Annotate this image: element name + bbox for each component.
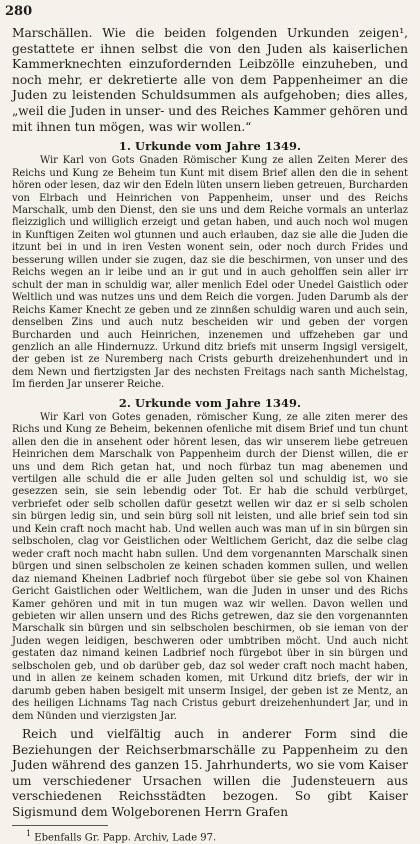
intro-section bbox=[12, 26, 408, 135]
footnote-divider bbox=[12, 825, 108, 826]
footnote-marker: 1 bbox=[26, 828, 32, 838]
footnote-text: Ebenfalls Gr. Papp. Archiv, Lade 97. bbox=[34, 831, 217, 843]
page-number: 280 bbox=[5, 4, 33, 19]
footnote bbox=[12, 827, 408, 844]
document-2-text: Wir Karl von Gotes genaden, römischer Kung, ze alle ziten merer des Richs und Kung ze Beheim, bekennen ofenliche mit disem Brief und tun chunt allen den die in ansehent oder hörent lesen, das wir unserem liebe getreuen Heinrichen dem Marschalk von Pappenheim durch der Dienst willen, die er uns und dem Rich getan hat, und noch fürbaz tun mag abenemen und vertilgen alle schuld die er alle Juden gelten sol und schuldig ist, wo sie gesezzen sein, sie sein lebendig oder Tot. Er hab die schuld verbürget, verbriefet oder selb schollen dafür gesetzt wellen wir daz er si selb scholen sin bürgen ledig sin, und sein bürg soll nit leisten, und alle brief sein tod sin und Kein craft noch macht hab. Und wellen auch was man uf in sin bürgen sin selbscholen, clag vor Geistlichen oder Weltlichem Gericht, daz die selbe clag weder craft noch macht habn sullen. Und dem vorgenannten Marschalk sinen bürgen und sinen selbscholen ze keinen schaden kommen sullen, und wellen daz niemand Kheinen Ladbrief noch fürgebot über sie gebe sol von Khainen Gericht Gaistlichen oder Weltlichem, wan die Juden in unser und des Richs Kamer gehören und mit in tun mugen waz wir wellen. Davon wellen und gebieten wir allen unsern und des Richs getrewen, daz sie den vorgenannten Marschalk sin bürgen und sin selbscholen beschirmen, ob sie ieman von der Juden wegen leidigen, beschweren oder umbtriben möcht. Und auch nicht gestaten daz nimand keinen Ladbrief noch fürgebot über in sin bürgen und selbscholen geb, und ob darüber geb, daz sol weder craft noch macht haben, und in allen ze keinem schaden komen, mit Urkund ditz briefs, der wir in darumb geben haben besigelt mit unserm Insigel, der geben ist ze Mentz, an des heiligen Lichnams Tag nach Cristus geburt dreizehenhundert Jar, und in dem Nünden und vierzigsten Jar. bbox=[12, 411, 408, 722]
closing-paragraph: Reich und vielfältig auch in anderer Form sind die Beziehungen der Reichserbmarschälle zu Pappenheim zu den Juden während des ganzen 15. Jahrhunderts, wo sie vom Kaiser um verschiedener Ursachen willen die Judensteuern aus verschiedenen Reichsstädten bezogen. So gibt Kaiser Sigismund dem Wolgeborenen Herrn Grafen bbox=[12, 727, 408, 820]
document-2-heading: 2. Urkunde vom Jahre 1349. bbox=[118, 395, 302, 410]
document-2 bbox=[12, 412, 408, 723]
document-1 bbox=[12, 155, 408, 392]
closing-section bbox=[12, 727, 408, 821]
intro-paragraph: Marschällen. Wie die beiden folgenden Urkunden zeigen¹, gestattete er ihnen selbst die von den Juden als kaiserlichen Kammerknechten einzufordernden Leibzölle einzuheben, und noch mehr, er dekretierte alle von dem Pappenheimer an die Juden zu leistenden Schuldsummen als aufgehoben; dies alles, „weil die Juden in unser- und des Reiches Kammer gehören und mit ihnen tun mögen, was wir wollen.“ bbox=[12, 26, 408, 134]
document-1-heading: 1. Urkunde vom Jahre 1349. bbox=[118, 139, 302, 154]
document-1-text: Wir Karl von Gots Gnaden Römischer Kung ze allen Zeiten Merer des Reichs und Kung ze Beheim tun Kunt mit disem Brief allen den die in sehent hören oder lesen, daz wir den Edeln lüten unsern lieben getreuen, Burcharden von Elrbach und Heinrichen von Pappenheim, unser und des Reichs Marschalk, umb den Dienst, den sie uns und dem Reiche vormals an unterlaz fleizziglich und williglich erzeigt und getan haben, und auch noch wol mugen in Kunftigen Zeiten wol gtunnen und auch erlauben, daz sie alle die Juden die itzunt bei in und in iren Vesten wonent sein, oder noch durch Frides und besserung willen under sie zugen, daz sie die beschirmen, von unser und des Reichs wegen an ir leibe und an ir gut und in auch geholffen sein aller irr schult der man in schuldig war, aller menlich Edel oder Unedel Gaistlich oder Weltlich und was nutzes uns und dem Reich die vorgen. Juden Darumb als der Reichs Kamer Knecht ze geben und ze zinnßen schuldig waren und auch sein, denselben Zins und auch nutz bescheiden wir und geben der vorgen Burcharden und auch Heinrichen, inzenemen und uffzeheben gar und genzlich an alle Hindernuzz. Urkund ditz briefs mit unserm Ingsigl versigelt, der geben ist ze Nuremberg nach Crists geburth dreizehenhundert und in dem Newn und fiertzigsten Jar des nechsten Freitags nach santh Michelstag, Im fierden Jar unserer Reiche. bbox=[12, 155, 409, 391]
